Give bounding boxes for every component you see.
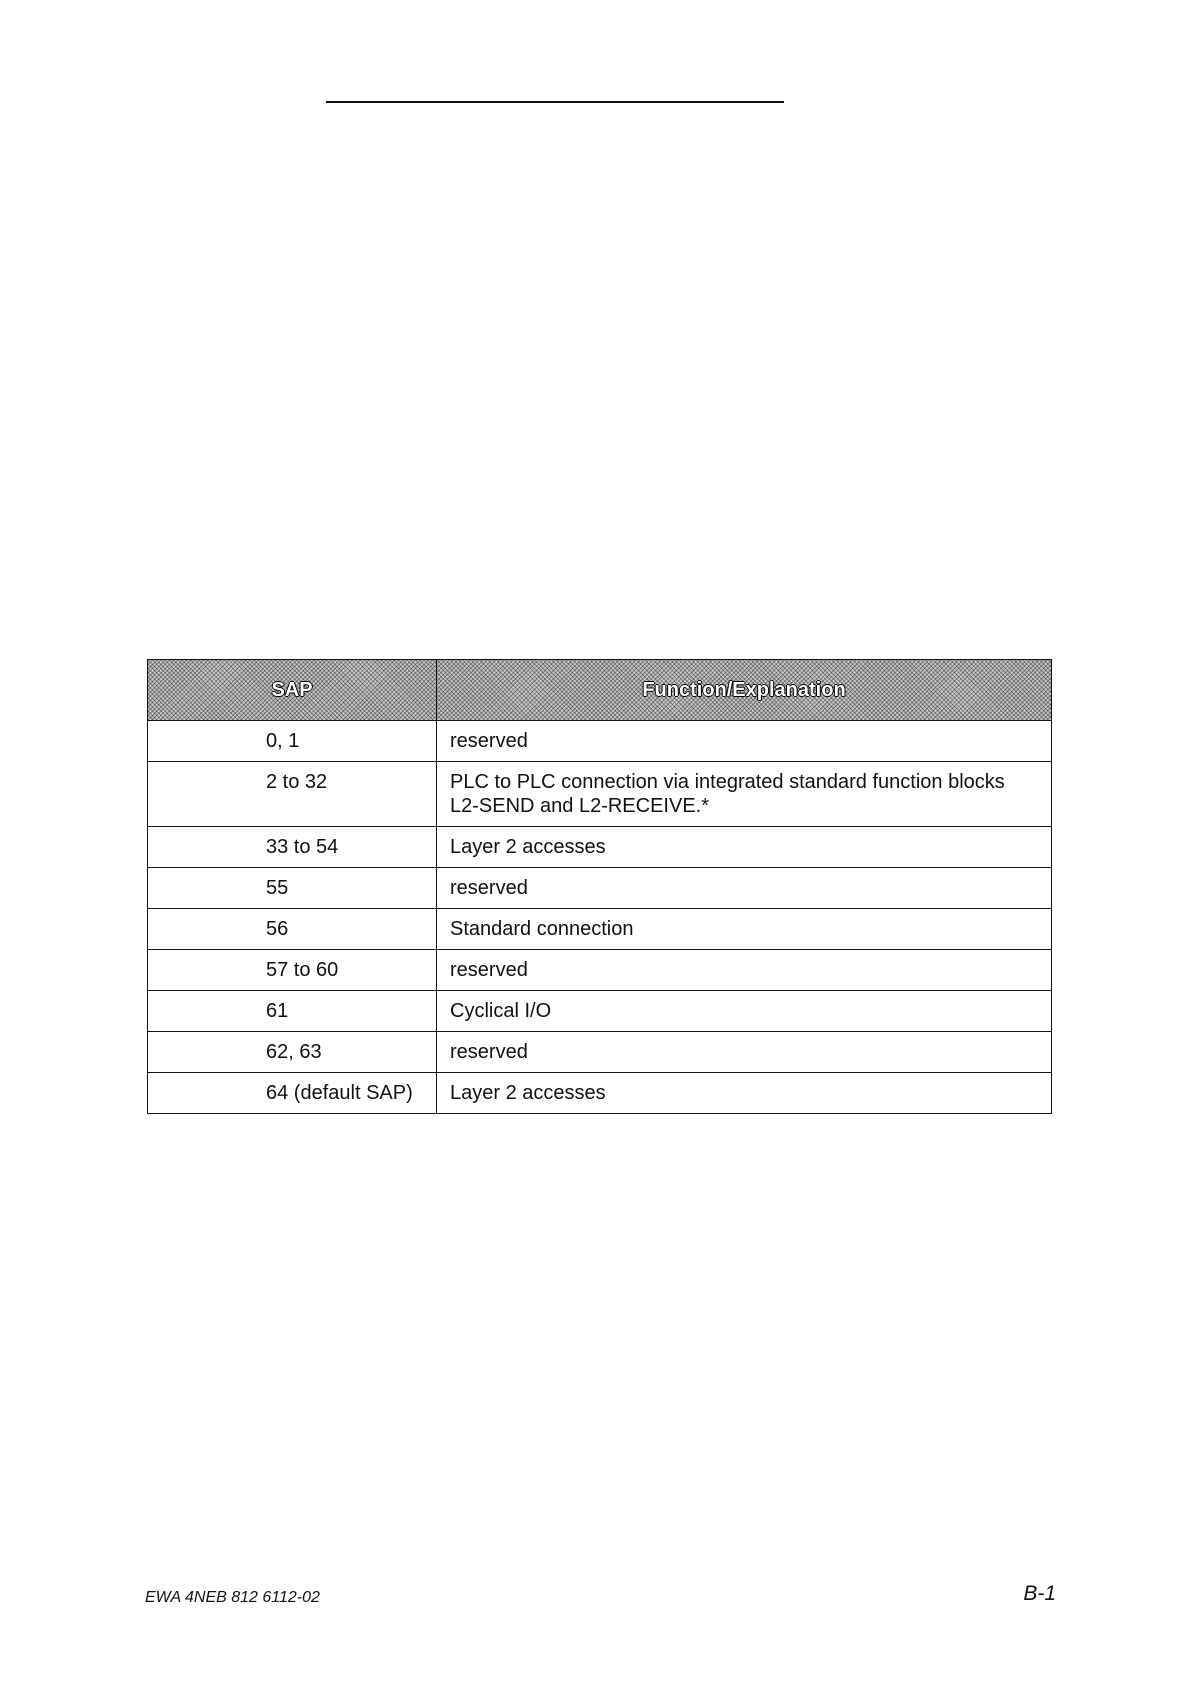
sap-cell: 2 to 32 <box>148 762 437 827</box>
table-row <box>148 721 1052 762</box>
header-sap: SAP <box>148 660 437 721</box>
function-cell: Standard connection <box>437 909 1052 950</box>
function-line: L2-SEND and L2-RECEIVE.* <box>450 795 710 817</box>
sap-cell: 61 <box>148 991 437 1032</box>
function-cell: Layer 2 accesses <box>437 1073 1052 1114</box>
doc-number: EWA 4NEB 812 6112-02 <box>145 1589 320 1606</box>
table-row <box>148 950 1052 991</box>
function-cell: reserved <box>437 1032 1052 1073</box>
table-row <box>148 991 1052 1032</box>
function-cell: reserved <box>437 721 1052 762</box>
table-row <box>148 1032 1052 1073</box>
sap-cell: 0, 1 <box>148 721 437 762</box>
sap-table <box>147 659 1052 1114</box>
table-row <box>148 1073 1052 1114</box>
sap-cell: 57 to 60 <box>148 950 437 991</box>
sap-cell: 55 <box>148 868 437 909</box>
sap-cell: 33 to 54 <box>148 827 437 868</box>
table-header-row <box>148 660 1052 721</box>
function-cell <box>437 762 1052 827</box>
function-cell: Cyclical I/O <box>437 991 1052 1032</box>
top-rule <box>326 101 784 103</box>
function-cell: reserved <box>437 868 1052 909</box>
function-line: PLC to PLC connection via integrated standard function blocks <box>450 771 1005 793</box>
sap-cell: 62, 63 <box>148 1032 437 1073</box>
table-row <box>148 909 1052 950</box>
page-number: B-1 <box>1023 1582 1056 1605</box>
function-cell: reserved <box>437 950 1052 991</box>
table-row <box>148 762 1052 827</box>
function-cell: Layer 2 accesses <box>437 827 1052 868</box>
sap-cell: 56 <box>148 909 437 950</box>
table-row <box>148 827 1052 868</box>
table-row <box>148 868 1052 909</box>
sap-cell: 64 (default SAP) <box>148 1073 437 1114</box>
header-function: Function/Explanation <box>437 660 1052 721</box>
